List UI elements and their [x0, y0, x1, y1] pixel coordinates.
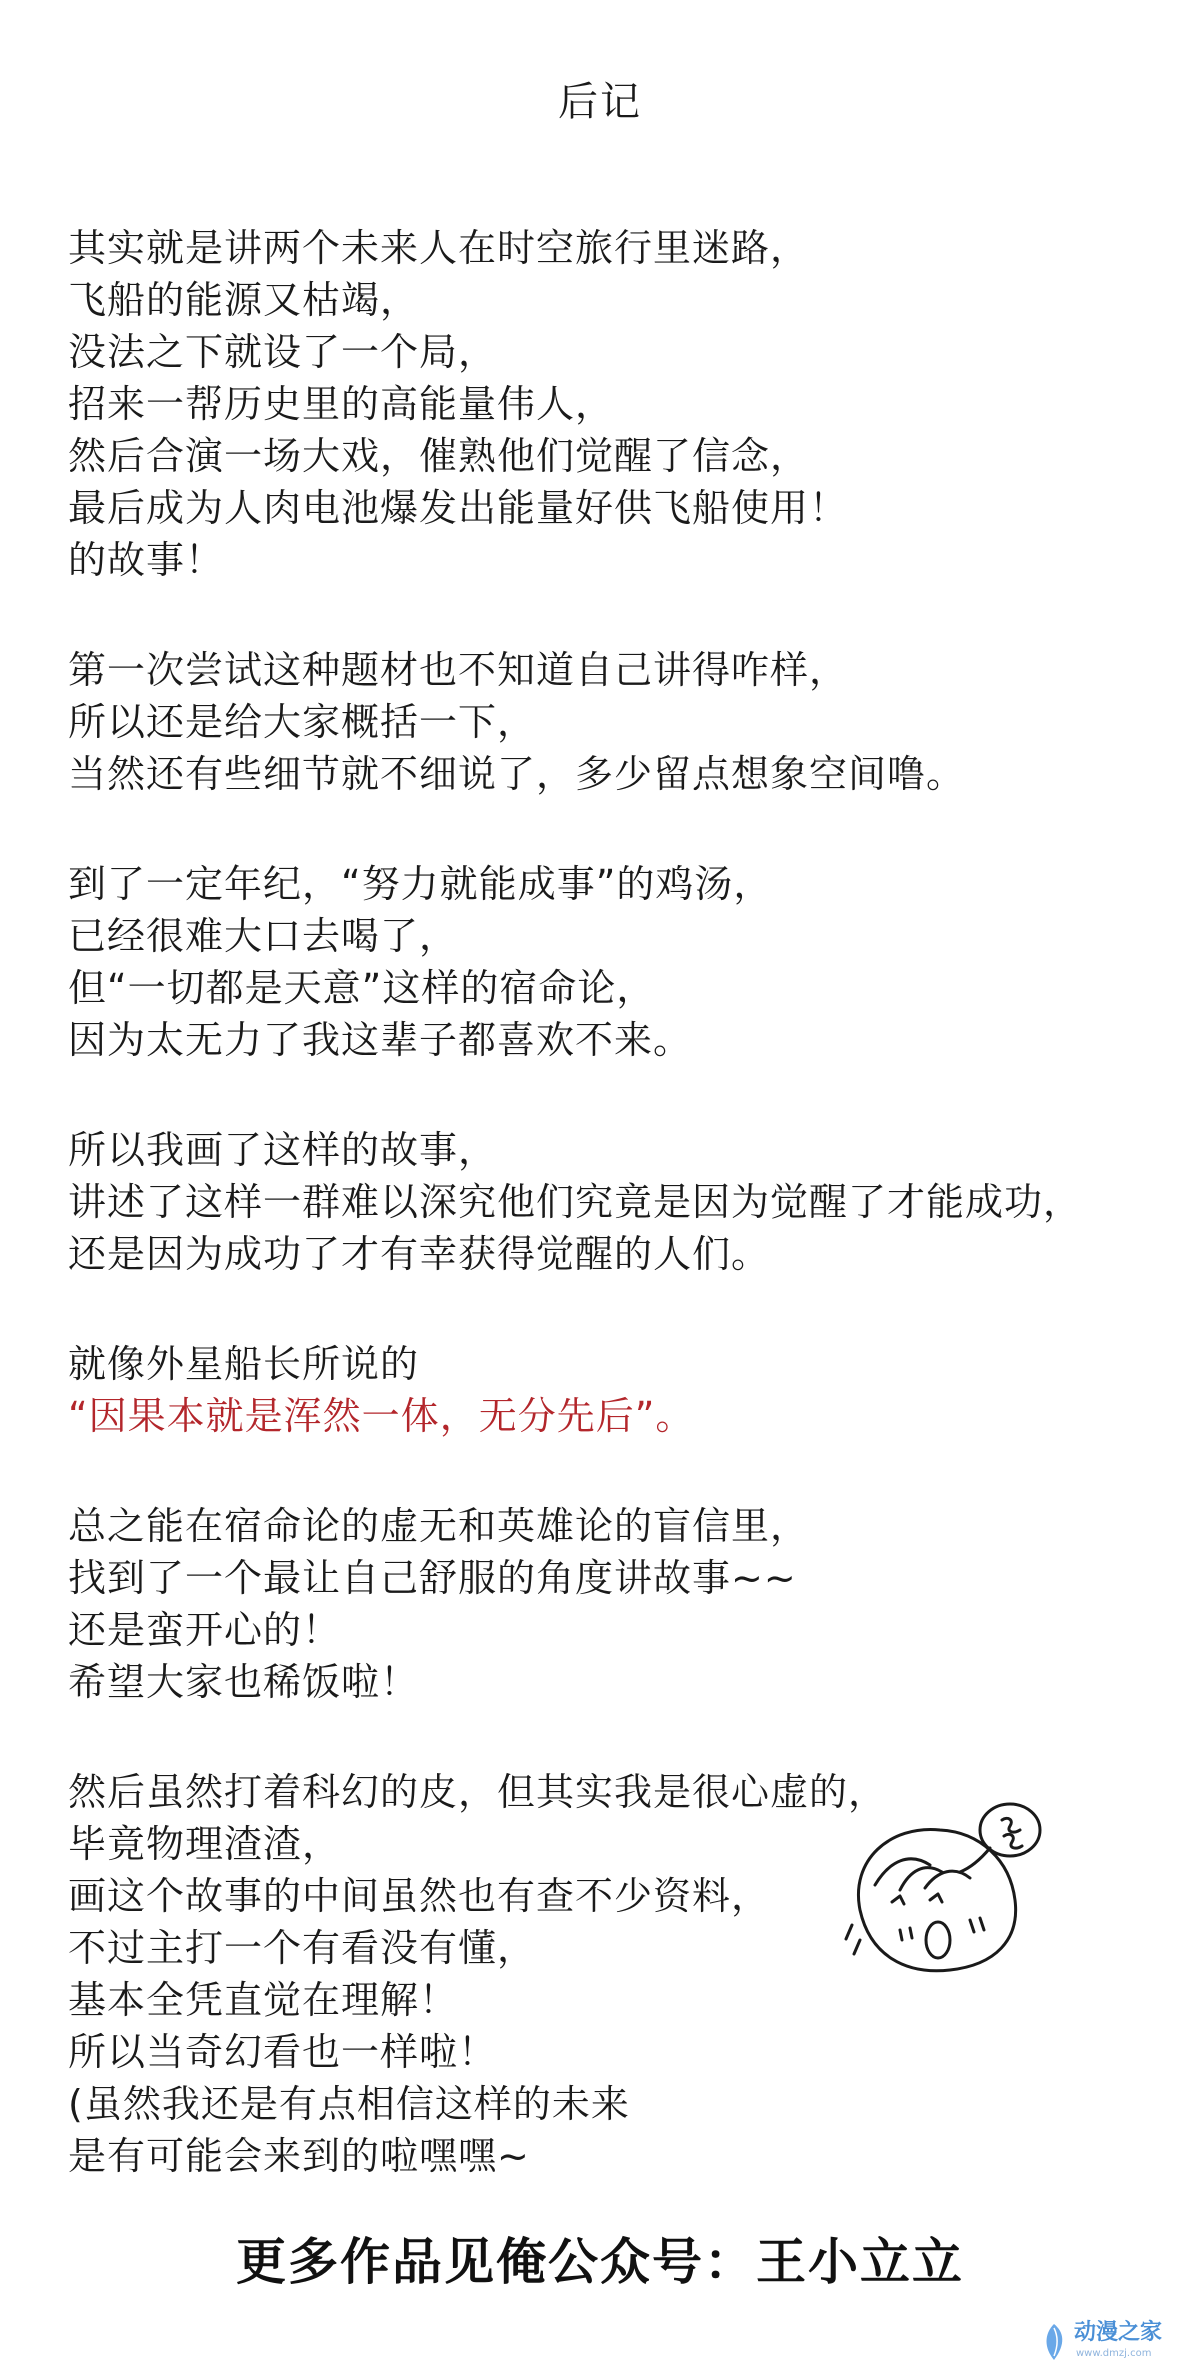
- text-line: 没法之下就设了一个局，: [68, 330, 498, 374]
- text-line: 毕竟物理渣渣，: [68, 1822, 342, 1866]
- paragraph-5: [68, 1338, 1148, 1442]
- highlight-quote: “因果本就是浑然一体，无分先后”。: [68, 1394, 695, 1438]
- paragraph-1: [68, 222, 1148, 586]
- text-line: 招来一帮历史里的高能量伟人，: [68, 382, 615, 426]
- text-line: 到了一定年纪，“努力就能成事”的鸡汤，: [68, 862, 773, 906]
- text-line: 基本全凭直觉在理解！: [68, 1978, 459, 2022]
- text-line: 其实就是讲两个未来人在时空旅行里迷路，: [68, 226, 810, 270]
- paragraph-6: [68, 1500, 1148, 1708]
- text-line: 但“一切都是天意”这样的宿命论，: [68, 966, 656, 1010]
- paragraph-4: [68, 1124, 1148, 1280]
- text-line: 就像外星船长所说的: [68, 1342, 420, 1386]
- footer-promo: 更多作品见俺公众号：王小立立: [236, 2233, 964, 2291]
- text-line: 因为太无力了我这辈子都喜欢不来。: [68, 1018, 693, 1062]
- watermark-site-name: 动漫之家: [1074, 2320, 1163, 2345]
- paragraph-2: [68, 644, 1148, 800]
- text-line: 所以还是给大家概括一下，: [68, 700, 537, 744]
- text-line: 所以我画了这样的故事，: [68, 1128, 498, 1172]
- text-line: 然后虽然打着科幻的皮，但其实我是很心虚的，: [68, 1770, 888, 1814]
- text-line: 第一次尝试这种题材也不知道自己讲得咋样，: [68, 648, 849, 692]
- paragraph-3: [68, 858, 1148, 1066]
- text-line: 画这个故事的中间虽然也有查不少资料，: [68, 1874, 771, 1918]
- smiling-face-doodle-icon: [830, 1790, 1070, 1990]
- text-line: 总之能在宿命论的虚无和英雄论的盲信里，: [68, 1504, 810, 1548]
- feather-logo-icon: [1040, 2322, 1068, 2362]
- watermark-url: www.dmzj.com: [1076, 2348, 1152, 2359]
- text-line: 希望大家也稀饭啦！: [68, 1660, 420, 1704]
- text-line: 最后成为人肉电池爆发出能量好供飞船使用！: [68, 486, 849, 530]
- text-line: 然后合演一场大戏，催熟他们觉醒了信念，: [68, 434, 810, 478]
- text-line: 还是蛮开心的！: [68, 1608, 342, 1652]
- text-line: 已经很难大口去喝了，: [68, 914, 459, 958]
- text-line: 不过主打一个有看没有懂，: [68, 1926, 537, 1970]
- text-line: 所以当奇幻看也一样啦！: [68, 2030, 498, 2074]
- text-line: 找到了一个最让自己舒服的角度讲故事~~: [68, 1556, 797, 1600]
- text-line: 讲述了这样一群难以深究他们究竟是因为觉醒了才能成功，: [68, 1180, 1083, 1224]
- text-line: 当然还有些细节就不细说了，多少留点想象空间噜。: [68, 752, 966, 796]
- text-line: 是有可能会来到的啦嘿嘿~: [68, 2134, 530, 2178]
- text-line: 飞船的能源又枯竭，: [68, 278, 420, 322]
- afterword-title: 后记: [558, 79, 642, 125]
- text-line: 的故事！: [68, 538, 225, 582]
- text-line: 还是因为成功了才有幸获得觉醒的人们。: [68, 1232, 771, 1276]
- site-watermark: [1040, 2318, 1190, 2368]
- text-line: (虽然我还是有点相信这样的未来: [68, 2082, 630, 2126]
